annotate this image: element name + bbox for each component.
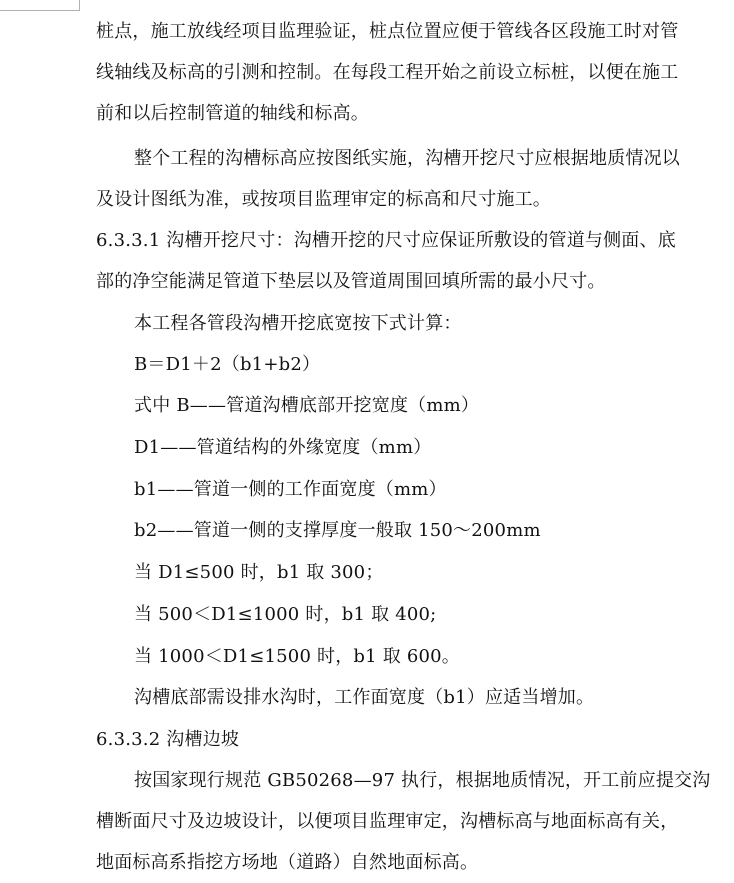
definition-line: b1——管道一侧的工作面宽度（mm）	[134, 479, 447, 500]
page-corner-mark	[0, 10, 80, 11]
paragraph-line: 线轴线及标高的引测和控制。在每段工程开始之前设立标桩，以便在施工	[96, 62, 679, 83]
paragraph-line: 按国家现行规范 GB50268—97 执行，根据地质情况，开工前应提交沟	[134, 770, 711, 791]
paragraph-line: 本工程各管段沟槽开挖底宽按下式计算：	[134, 313, 462, 334]
paragraph-line: 沟槽底部需设排水沟时，工作面宽度（b1）应适当增加。	[134, 687, 595, 708]
paragraph-line: 前和以后控制管道的轴线和标高。	[96, 103, 369, 124]
condition-line: 当 1000＜D1≤1500 时，b1 取 600。	[134, 646, 461, 667]
section-heading-line: 6.3.3.2 沟槽边坡	[96, 729, 240, 750]
section-heading-line: 6.3.3.1 沟槽开挖尺寸：沟槽开挖的尺寸应保证所敷设的管道与侧面、底	[96, 230, 676, 251]
paragraph-line: 槽断面尺寸及边坡设计，以便项目监理审定，沟槽标高与地面标高有关，	[96, 811, 679, 832]
paragraph-line: 地面标高系指挖方场地（道路）自然地面标高。	[96, 852, 479, 873]
paragraph-line: 桩点，施工放线经项目监理验证，桩点位置应便于管线各区段施工时对管	[96, 21, 679, 42]
paragraph-line: 整个工程的沟槽标高应按图纸实施，沟槽开挖尺寸应根据地质情况以	[134, 148, 680, 169]
paragraph-line: 及设计图纸为准，或按项目监理审定的标高和尺寸施工。	[96, 189, 551, 210]
condition-line: 当 D1≤500 时，b1 取 300；	[134, 562, 384, 583]
definition-line: b2——管道一侧的支撑厚度一般取 150～200mm	[134, 520, 541, 541]
paragraph-line: 部的净空能满足管道下垫层以及管道周围回填所需的最小尺寸。	[96, 271, 606, 292]
definition-line: 式中 B——管道沟槽底部开挖宽度（mm）	[134, 395, 480, 416]
formula-line: B＝D1＋2（b1+b2）	[134, 354, 321, 375]
condition-line: 当 500＜D1≤1000 时，b1 取 400;	[134, 604, 437, 625]
definition-line: D1——管道结构的外缘宽度（mm）	[134, 437, 432, 458]
page-corner-mark	[79, 0, 80, 11]
